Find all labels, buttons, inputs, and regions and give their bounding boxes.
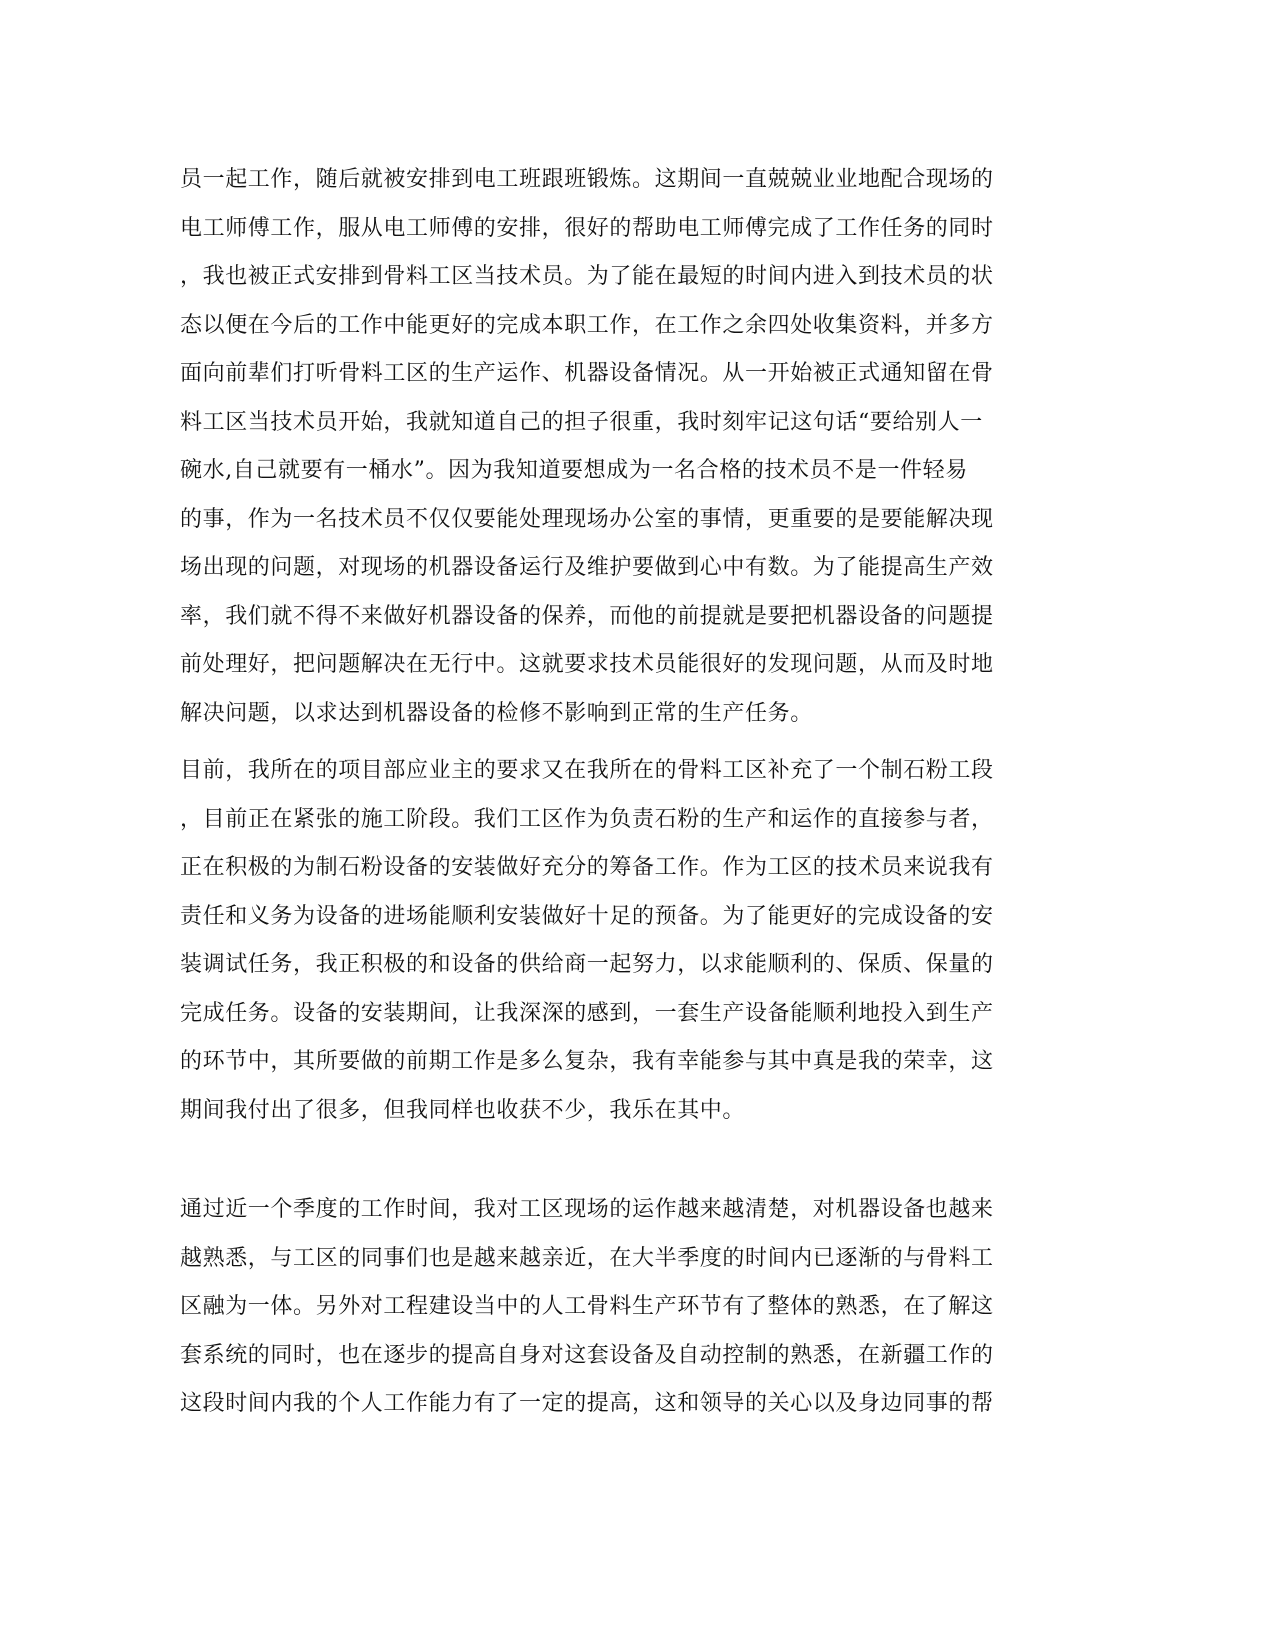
text-line: 区融为一体。另外对工程建设当中的人工骨料生产环节有了整体的熟悉，在了解这 xyxy=(180,1294,994,1319)
text-line: 前处理好，把问题解决在无行中。这就要求技术员能很好的发现问题，从而及时地 xyxy=(180,652,994,677)
text-line: 场出现的问题，对现场的机器设备运行及维护要做到心中有数。为了能提高生产效 xyxy=(180,555,994,580)
text-line: 料工区当技术员开始，我就知道自己的担子很重，我时刻牢记这句话“要给别人一 xyxy=(180,409,983,435)
text-line: 越熟悉，与工区的同事们也是越来越亲近，在大半季度的时间内已逐渐的与骨料工 xyxy=(180,1245,994,1271)
text-line: 的事，作为一名技术员不仅仅要能处理现场办公室的事情，更重要的是要能解决现 xyxy=(180,506,994,532)
text-line: 态以便在今后的工作中能更好的完成本职工作，在工作之余四处收集资料，并多方 xyxy=(180,312,994,338)
text-line: 完成任务。设备的安装期间，让我深深的感到，一套生产设备能顺利地投入到生产 xyxy=(180,1000,994,1026)
text-line: 装调试任务，我正积极的和设备的供给商一起努力，以求能顺利的、保质、保量的 xyxy=(180,952,994,977)
text-line: 目前，我所在的项目部应业主的要求又在我所在的骨料工区补充了一个制石粉工段 xyxy=(180,758,994,783)
text-line: 这段时间内我的个人工作能力有了一定的提高，这和领导的关心以及身边同事的帮 xyxy=(180,1391,994,1416)
text-line: 碗水,自己就要有一桶水”。因为我知道要想成为一名合格的技术员不是一件轻易 xyxy=(180,458,968,483)
paragraph-2 xyxy=(180,747,1100,1135)
paragraph-3 xyxy=(180,1186,1100,1429)
text-line: 正在积极的为制石粉设备的安装做好充分的筹备工作。作为工区的技术员来说我有 xyxy=(180,855,994,880)
text-line: 解决问题，以求达到机器设备的检修不影响到正常的生产任务。 xyxy=(180,700,813,726)
text-line: 率，我们就不得不来做好机器设备的保养，而他的前提就是要把机器设备的问题提 xyxy=(180,603,994,629)
text-line: 期间我付出了很多，但我同样也收获不少，我乐在其中。 xyxy=(180,1097,746,1123)
text-line: 套系统的同时，也在逐步的提高自身对这套设备及自动控制的熟悉，在新疆工作的 xyxy=(180,1342,994,1368)
text-line: ，我也被正式安排到骨料工区当技术员。为了能在最短的时间内进入到技术员的状 xyxy=(180,264,994,289)
text-line: 的环节中，其所要做的前期工作是多么复杂，我有幸能参与其中真是我的荣幸，这 xyxy=(180,1049,994,1074)
text-line: 面向前辈们打听骨料工区的生产运作、机器设备情况。从一开始被正式通知留在骨 xyxy=(180,361,994,386)
text-line: 通过近一个季度的工作时间，我对工区现场的运作越来越清楚，对机器设备也越来 xyxy=(180,1197,994,1222)
text-line: ，目前正在紧张的施工阶段。我们工区作为负责石粉的生产和运作的直接参与者， xyxy=(180,806,994,832)
text-line: 员一起工作，随后就被安排到电工班跟班锻炼。这期间一直兢兢业业地配合现场的 xyxy=(180,167,994,192)
text-line: 电工师傅工作，服从电工师傅的安排，很好的帮助电工师傅完成了工作任务的同时 xyxy=(180,215,994,241)
text-line: 责任和义务为设备的进场能顺利安装做好十足的预备。为了能更好的完成设备的安 xyxy=(180,903,994,929)
paragraph-1 xyxy=(180,156,1100,738)
